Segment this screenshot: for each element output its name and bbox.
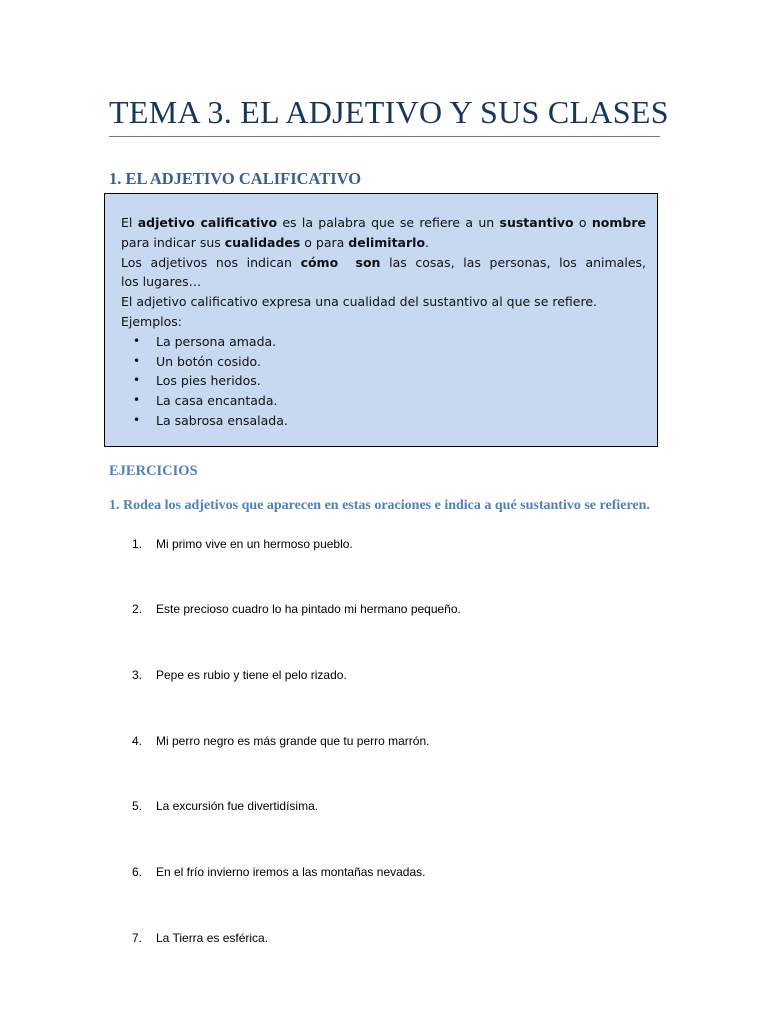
example-text: La casa encantada. [156, 393, 278, 409]
text-fragment: Los adjetivos nos indican [121, 254, 301, 270]
sentence-text: Pepe es rubio y tiene el pelo rizado. [156, 668, 347, 682]
text-fragment: las cosas, las personas, los animales, [380, 254, 646, 270]
term-delimitarlo: delimitarlo [348, 234, 426, 250]
examples-list [121, 332, 646, 431]
sentence-item [132, 733, 429, 749]
sentence-number: 4. [132, 734, 143, 748]
sentence-text: En el frío invierno iremos a las montañas nevadas. [156, 865, 426, 879]
sentence-item [132, 864, 425, 880]
bullet-icon: • [133, 412, 141, 427]
list-item [121, 371, 646, 391]
sentence-text: Mi primo vive en un hermoso pueblo. [156, 537, 353, 551]
definition-line-2 [121, 233, 646, 253]
text-fragment: . [425, 234, 430, 250]
list-item [121, 391, 646, 411]
list-item [121, 332, 646, 352]
examples-label: Ejemplos: [121, 313, 183, 329]
sentence-item [132, 798, 318, 814]
exercise-question: 1. Rodea los adjetivos que aparecen en estas oraciones e indica a qué sustantivo se refieren. [109, 498, 650, 513]
exercises-heading: EJERCICIOS [109, 463, 198, 479]
term-como: cómo [300, 254, 339, 270]
sentence-item [132, 536, 353, 552]
section-heading: 1. EL ADJETIVO CALIFICATIVO [109, 169, 362, 188]
title-underline [109, 136, 660, 137]
definition-line-4: los lugares… [121, 274, 202, 290]
bullet-icon: • [133, 353, 141, 368]
term-cualidades: cualidades [224, 234, 301, 250]
sentence-item [132, 601, 461, 617]
text-fragment [338, 255, 355, 270]
sentence-text: Mi perro negro es más grande que tu perro marrón. [156, 734, 430, 748]
text-fragment: es la palabra que se refiere a un [277, 215, 500, 230]
sentence-number: 3. [132, 668, 143, 682]
sentence-number: 6. [132, 865, 143, 879]
sentence-text: La Tierra es esférica. [156, 931, 269, 945]
text-fragment: para indicar sus [121, 234, 225, 250]
bullet-icon: • [133, 393, 141, 408]
example-text: La sabrosa ensalada. [156, 412, 288, 428]
text-fragment: o [573, 215, 592, 230]
page-title: TEMA 3. EL ADJETIVO Y SUS CLASES [109, 94, 669, 130]
definition-line-3 [121, 253, 646, 273]
text-fragment: El [121, 215, 138, 230]
term-sustantivo: sustantivo [499, 215, 574, 230]
sentence-number: 5. [132, 799, 143, 813]
definition-text [121, 213, 646, 431]
term-son: son [355, 254, 381, 270]
text-fragment: o para [300, 234, 349, 250]
sentence-number: 2. [132, 602, 143, 616]
term-adjetivo-calificativo: adjetivo calificativo [137, 215, 278, 230]
example-text: Un botón cosido. [156, 353, 261, 369]
bullet-icon: • [133, 373, 141, 388]
list-item [121, 411, 646, 431]
sentence-item [132, 667, 347, 683]
sentence-item [132, 930, 268, 946]
definition-box [104, 193, 658, 447]
sentence-text: La excursión fue divertidísima. [156, 799, 319, 813]
term-nombre: nombre [591, 215, 646, 230]
list-item [121, 352, 646, 372]
sentence-number: 7. [132, 931, 143, 945]
definition-line-1 [121, 213, 646, 233]
example-text: Los pies heridos. [156, 373, 261, 389]
sentence-number: 1. [132, 537, 143, 551]
example-text: La persona amada. [156, 333, 277, 349]
definition-line-5: El adjetivo calificativo expresa una cualidad del sustantivo al que se refiere. [121, 294, 598, 310]
bullet-icon: • [133, 333, 141, 348]
sentence-text: Este precioso cuadro lo ha pintado mi hermano pequeño. [156, 602, 461, 616]
